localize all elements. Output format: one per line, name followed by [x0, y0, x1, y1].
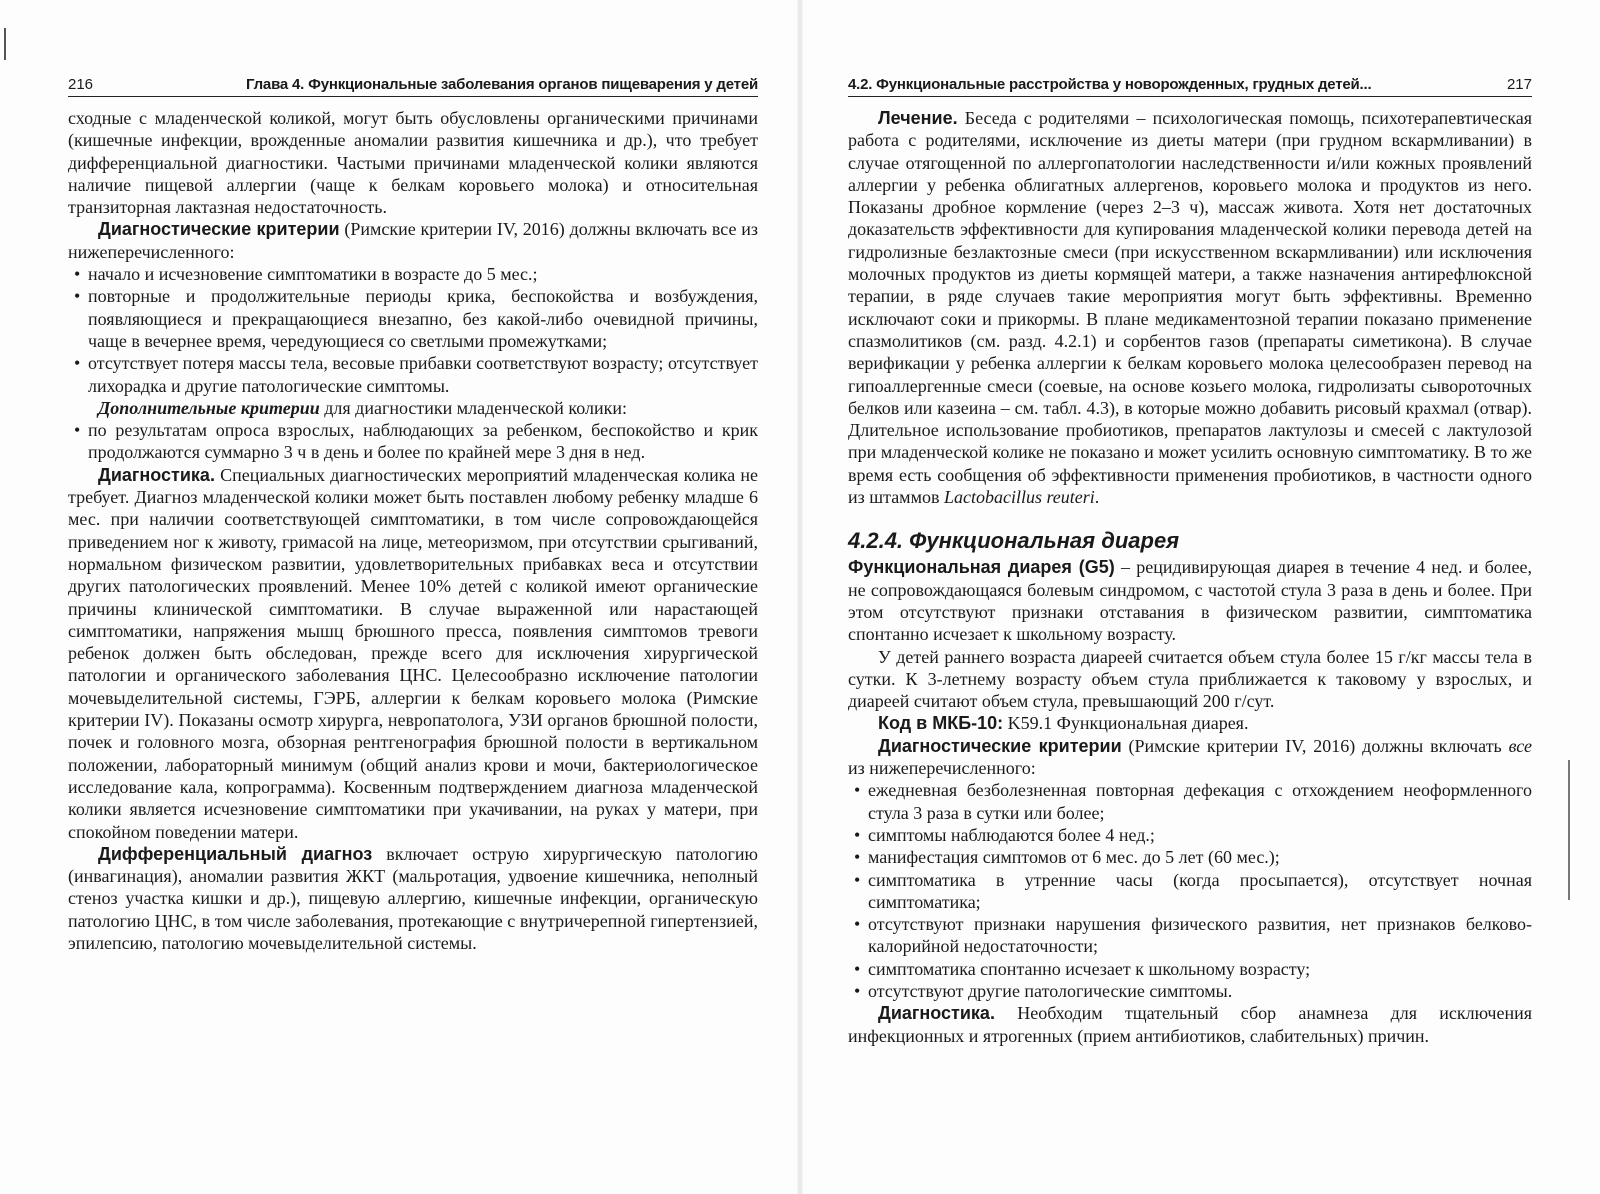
section-heading: 4.2.4. Функциональная диарея	[848, 528, 1180, 554]
list-item: • начало и исчезновение симптоматики в возрасте до 5 мес.;	[88, 263, 758, 285]
paragraph-diagnostic-criteria: Диагностические критерии (Римские критерии IV, 2016) должны включать все из нижеперечисленного:	[68, 219, 759, 262]
term-label: Диагностические критерии	[878, 735, 1122, 756]
list-item: • ежедневная безболезненная повторная дефекация с отхождением неоформленного стула 3 раза в сутки или более;	[868, 779, 1532, 824]
list-item: • симптоматика в утренние часы (когда просыпается), отсутствует ночная симптоматика;	[868, 869, 1532, 914]
term-label: Дифференциальный диагноз	[98, 843, 373, 864]
paragraph: У детей раннего возраста диареей считается объем стула более 15 г/кг массы тела в сутки. К 3-летнему возрасту объем стула приближается к таковому у взрослых, и диареей считают объем стула, превышающий 200 г/сут.	[848, 646, 1532, 712]
list-item: • симптоматика спонтанно исчезает к школьному возрасту;	[868, 958, 1532, 980]
paragraph-diagnostics: Диагностика. Необходим тщательный сбор анамнеза для исключения инфекционных и ятрогенных (прием антибиотиков, слабительных) причин.	[848, 1003, 1532, 1046]
criteria-list	[68, 263, 758, 397]
term-label: Диагностические критерии	[98, 219, 340, 240]
margin-mark	[4, 28, 6, 60]
paragraph-icd-code: Код в МКБ-10: K59.1 Функциональная диарея.	[878, 713, 1249, 734]
list-item: • отсутствуют другие патологические симптомы.	[868, 980, 1532, 1002]
page-number: 217	[1506, 76, 1532, 93]
running-header-right	[848, 76, 1532, 97]
species-name: Lactobacillus reuteri	[943, 487, 1095, 508]
running-title: Глава 4. Функциональные заболевания органов пищеварения у детей	[246, 76, 758, 93]
paragraph-diagnostics: Диагностика. Специальных диагностических мероприятий младенческая колика не требует. Диагноз младенческой колики может быть поставлен любому ребенку младше 6 мес. при наличии соответствующей симптоматики, в том числе сопровождающейся приведением ног к животу, гримасой на лице, метеоризмом, при отсутствии срыгиваний, нормальном физическом развитии, удовлетворительных прибавках веса и отсутствии других патологических проявлений. Менее 10% детей с коликой имеют органические причины клинической симптоматики. В случае выраженной или нарастающей симптоматики, напряжения мышц брюшного пресса, появления симптомов тревоги ребенок должен быть обследован, прежде всего для исключения хирургической патологии и органического заболевания ЦНС. Целесообразно исключение патологии мочевыделительной системы, ГЭРБ, аллергии к белкам коровьего молока (Римские критерии IV). Показаны осмотр хирурга, невропатолога, УЗИ органов брюшной полости, почек и головного мозга, обзорная рентгенография брюшной полости в вертикальном положении, лабораторный минимум (общий анализ крови и мочи, бактериологическое исследование кала, копрограмма). Косвенным подтверждением диагноза младенческой колики является исчезновение симптоматики при укачивании, на руках у матери, при спокойном поведении матери.	[68, 464, 758, 842]
term-label: Диагностика.	[98, 464, 215, 485]
page-number: 216	[68, 76, 94, 93]
criteria-list	[848, 779, 1532, 1002]
list-item: • отсутствует потеря массы тела, весовые прибавки соответствуют возрасту; отсутствует лихорадка и другие патологические симптомы.	[88, 352, 758, 397]
running-title: 4.2. Функциональные расстройства у новорожденных, грудных детей...	[848, 76, 1372, 93]
term-label: Лечение.	[878, 108, 958, 128]
list-item: • симптомы наблюдаются более 4 нед.;	[868, 824, 1532, 846]
paragraph: сходные с младенческой коликой, могут быть обусловлены органическими причинами (кишечные инфекции, врожденные аномалии развития кишечника и др.), что требует дифференциальной диагностики. Частыми причинами младенческой колики являются наличие пищевой аллергии (чаще к белкам коровьего молока) и относительная транзиторная лактазная недостаточность.	[68, 108, 758, 218]
term-label: Функциональная диарея (G5)	[848, 557, 1115, 578]
right-page	[848, 76, 1532, 1047]
running-header-left	[68, 76, 758, 97]
book-gutter	[797, 0, 803, 1194]
list-item: • по результатам опроса взрослых, наблюдающих за ребенком, беспокойство и крик продолжаются суммарно 3 ч в день и более по крайней мере 3 дня в нед.	[88, 419, 758, 464]
paragraph-functional-diarrhea: Функциональная диарея (G5) – рецидивирующая диарея в течение 4 нед. и более, не сопровождающаяся болевым синдромом, с частотой стула 3 раза в день и более. При этом отсутствуют признаки отставания в физическом развитии, симптоматика спонтанно исчезает к школьному возрасту.	[848, 557, 1532, 645]
list-item: • отсутствуют признаки нарушения физического развития, нет признаков белково-калорийной недостаточности;	[868, 913, 1532, 958]
paragraph-additional-criteria: Дополнительные критерии для диагностики младенческой колики:	[98, 397, 627, 418]
term-label: Диагностика.	[878, 1003, 995, 1024]
paragraph-differential-diagnosis: Дифференциальный диагноз включает острую хирургическую патологию (инвагинация), аномалии развития ЖКТ (мальротация, удвоение кишечника, неполный стеноз участка кишки и др.), пищевую аллергию, кишечные инфекции, органическую патологию ЦНС, в том числе заболевания, протекающие с внутричерепной гипертензией, эпилепсию, патологию мочевыделительной системы.	[68, 843, 758, 953]
additional-criteria-list	[68, 419, 758, 464]
list-item: • повторные и продолжительные периоды крика, беспокойства и возбуждения, появляющиеся и прекращающиеся внезапно, без какой-либо очевидной причины, чаще в вечернее время, чередующиеся со светлыми промежутками;	[88, 285, 758, 352]
list-item: • манифестация симптомов от 6 мес. до 5 лет (60 мес.);	[868, 846, 1532, 868]
left-page	[68, 76, 758, 954]
term-label: Код в МКБ-10:	[878, 713, 1004, 734]
paragraph-treatment: Лечение. Беседа с родителями – психологическая помощь, психотерапевтическая работа с родителями, исключение из диеты матери (при грудном вскармливании) в случае отягощенной по аллергопатологии наследственности и/или кожных проявлений аллергии у ребенка облигатных аллергенов, коровьего молока и продуктов из него. Показаны дробное кормление (через 2–3 ч), массаж живота. Хотя нет достаточных доказательств эффективности для купирования младенческой колики перевода детей на гидролизные безлактозные смеси (при искусственном вскармливании) или исключения молочных продуктов из диеты кормящей матери, а также назначения антирефлюксной терапии, в ряде случаев такие мероприятия могут быть эффективны. Временно исключают соки и прикормы. В плане медикаментозной терапии показано применение спазмолитиков (см. разд. 4.2.1) и сорбентов газов (препараты симетикона). В случае верификации у ребенка аллергии к белкам коровьего молока целесообразен перевод на гипоаллергенные смеси (соевые, на основе козьего молока, гидролизаты сывороточных белков или казеина – см. табл. 4.3), в которые можно добавить рисовый крахмал (отвар). Длительное использование пробиотиков, препаратов лактулозы и смесей с лактулозой при младенческой колике не показано и может усилить основную симптоматику. В то же время есть сообщения об эффективности применения пробиотиков, в частности одного из штаммов Lactobacillus reuteri.	[848, 108, 1532, 508]
margin-mark-right	[1568, 760, 1570, 900]
paragraph-diagnostic-criteria: Диагностические критерии (Римские критерии IV, 2016) должны включать все из нижеперечисленного:	[848, 735, 1532, 779]
term-label: Дополнительные критерии	[98, 397, 320, 418]
